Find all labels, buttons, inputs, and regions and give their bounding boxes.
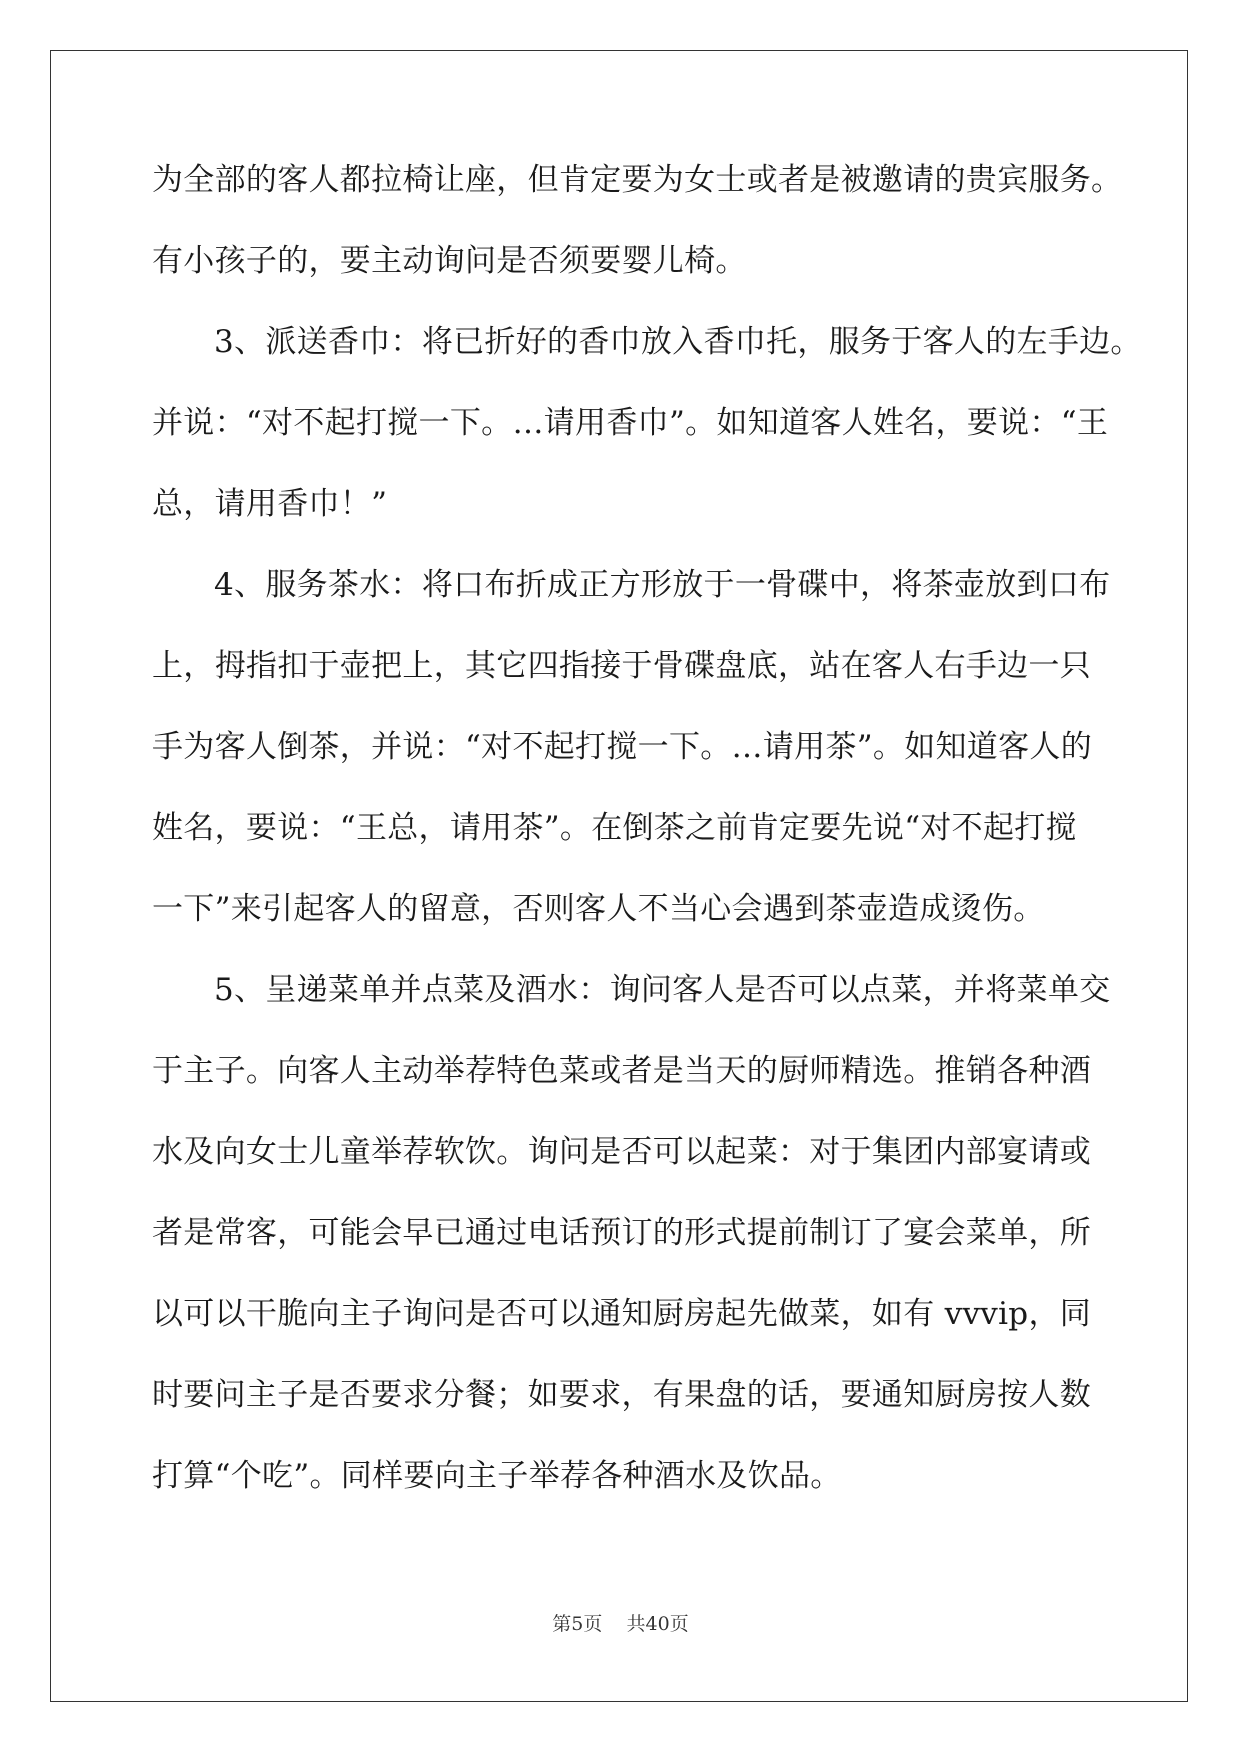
page-footer <box>0 1612 1241 1636</box>
text-line: 时要问主子是否要求分餐；如要求，有果盘的话，要通知厨房按人数 <box>152 1377 1091 1413</box>
text-line: 姓名，要说：“王总，请用茶”。在倒茶之前肯定要先说“对不起打搅 <box>152 810 1077 846</box>
text-line: 手为客人倒茶，并说：“对不起打搅一下。…请用茶”。如知道客人的 <box>152 729 1092 765</box>
text-line: 者是常客，可能会早已通过电话预订的形式提前制订了宴会菜单，所 <box>152 1215 1091 1251</box>
document-body <box>152 160 1142 1537</box>
text-line: 于主子。向客人主动举荐特色菜或者是当天的厨师精选。推销各种酒 <box>152 1053 1091 1089</box>
text-line: 并说：“对不起打搅一下。…请用香巾”。如知道客人姓名，要说：“王 <box>152 405 1109 441</box>
text-line: 以可以干脆向主子询问是否可以通知厨房起先做菜，如有 vvvip，同 <box>152 1296 1092 1332</box>
page-total: 共40页 <box>626 1613 689 1635</box>
paragraph-start-line: 4、服务茶水：将口布折成正方形放于一骨碟中，将茶壶放到口布 <box>214 567 1111 603</box>
text-line: 总，请用香巾！” <box>152 486 388 522</box>
text-line: 打算“个吃”。同样要向主子举荐各种酒水及饮品。 <box>152 1458 842 1494</box>
text-line: 一下”来引起客人的留意，否则客人不当心会遇到茶壶造成烫伤。 <box>152 891 1045 927</box>
page-number: 第5页 <box>552 1613 603 1635</box>
text-line: 水及向女士儿童举荐软饮。询问是否可以起菜：对于集团内部宴请或 <box>152 1134 1091 1170</box>
paragraph-start-line: 3、派送香巾：将已折好的香巾放入香巾托，服务于客人的左手边。 <box>214 324 1142 360</box>
text-line: 上，拇指扣于壶把上，其它四指接于骨碟盘底，站在客人右手边一只 <box>152 648 1091 684</box>
text-line: 为全部的客人都拉椅让座，但肯定要为女士或者是被邀请的贵宾服务。 <box>152 162 1123 198</box>
paragraph-start-line: 5、呈递菜单并点菜及酒水：询问客人是否可以点菜，并将菜单交 <box>214 972 1111 1008</box>
text-line: 有小孩子的，要主动询问是否须要婴儿椅。 <box>152 243 747 279</box>
